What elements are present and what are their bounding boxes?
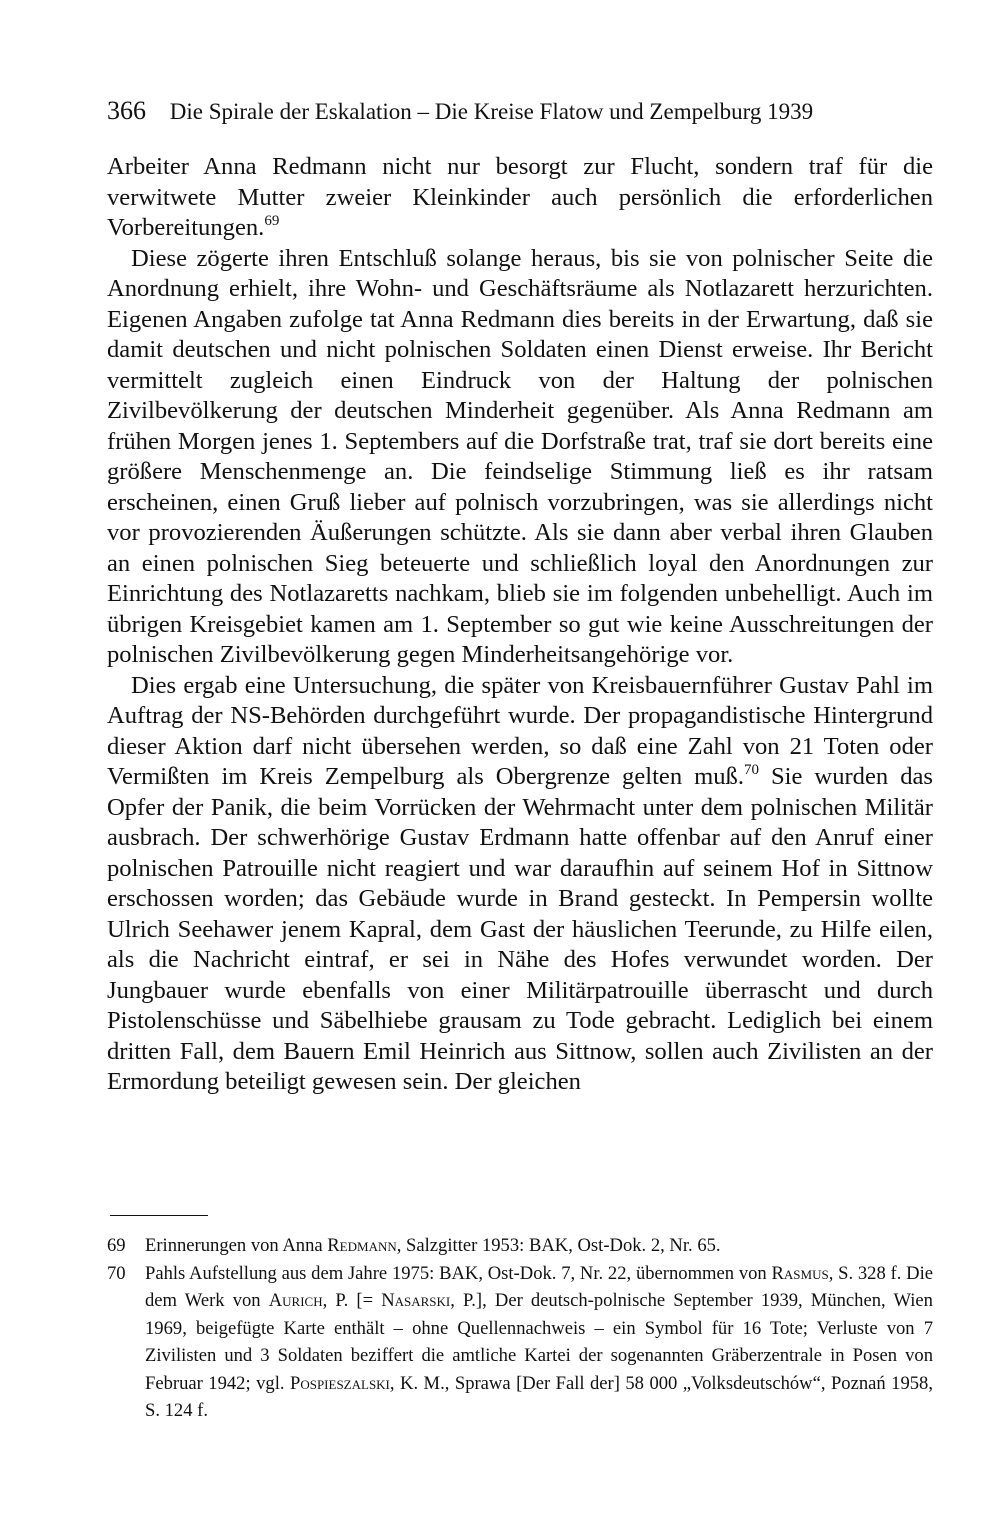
paragraph-1 [107, 152, 933, 244]
paragraph-2 [107, 244, 933, 671]
footnote-text: , Salzgitter 1953: BAK, Ost-Dok. 2, Nr. 65. [396, 1235, 721, 1256]
footnote-author: Rasmus [771, 1262, 829, 1284]
paragraph-3-text-before: Dies ergab eine Untersuchung, die später von Kreisbauernführer Gustav Pahl im Auftrag der NS-Behörden durchgeführt wurde. Der propagandistische Hintergrund dieser Aktion darf nicht übersehen werden, so daß eine Zahl von 21 Toten oder Vermißten im Kreis Zempelburg als Obergrenze gelten muß. [107, 671, 933, 790]
running-header [107, 96, 927, 127]
footnote-text: , K. M., Sprawa [Der Fall der] 58 000 „Volksdeutschów“, Poznań 1958, S. 124 f. [145, 1372, 934, 1421]
footnote-text: Erinnerungen von Anna [145, 1235, 328, 1256]
paragraph-2-text: Diese zögerte ihren Entschluß solange heraus, bis sie von polnischer Seite die Anordnung erhielt, ihre Wohn- und Geschäftsräume als Notlazarett herzurichten. Eigenen Angaben zufolge tat Anna Redmann dies bereits in der Erwartung, daß sie damit deutschen und nicht polnischen Soldaten einen Dienst erweise. Ihr Bericht vermittelt zugleich einen Eindruck von der Haltung der polnischen Zivilbevölkerung der deutschen Minderheit gegenüber. Als Anna Redmann am frühen Morgen jenes 1. Septembers auf die Dorfstraße trat, traf sie dort bereits eine größere Menschenmenge an. Die feindselige Stimmung ließ es ihr ratsam erscheinen, einen Gruß lieber auf polnisch vorzubringen, was sie allerdings nicht vor provozierenden Äußerungen schützte. Als sie dann aber verbal ihren Glauben an einen polnischen Sieg beteuerte und schließlich loyal den Anordnungen zur Einrichtung des Notlazaretts nachkam, blieb sie im folgenden unbehelligt. Auch im übrigen Kreisgebiet kamen am 1. September so gut wie keine Ausschreitungen der polnischen Zivilbevölkerung gegen Minderheitsangehörige vor. [107, 244, 933, 668]
running-title: Die Spirale der Eskalation – Die Kreise Flatow und Zempelburg 1939 [169, 99, 814, 124]
footnote-69 [107, 1232, 933, 1260]
footnote-ref-70: 70 [744, 762, 759, 778]
main-text [107, 152, 933, 1098]
footnote-text: , P. [= [322, 1290, 382, 1311]
footnote-70 [107, 1260, 933, 1425]
footnote-text: , P.], Der deutsch-polnische September 1939, München, Wien 1969, beigefügte Karte enthält – ohne Quellennachweis – ein Symbol für 16 Tote; Verluste von 7 Zivilisten und 3 Soldaten beziffert die amtliche Kartei der sogenannten Gräberzentrale in Posen von Februar 1942; vgl. [145, 1290, 933, 1394]
footnotes [107, 1232, 933, 1425]
page-number: 366 [107, 96, 146, 125]
paragraph-1-text: Arbeiter Anna Redmann nicht nur besorgt zur Flucht, sondern traf für die verwitwete Mutter zweier Kleinkinder auch persönlich die erforderlichen Vorbereitungen. [107, 153, 933, 241]
footnote-author: Redmann [327, 1235, 397, 1256]
footnote-text: , S. 328 f. Die dem Werk von [145, 1262, 934, 1311]
footnote-author: Nasarski [381, 1290, 451, 1311]
footnote-author: Aurich [268, 1290, 323, 1311]
footnote-divider [110, 1215, 208, 1216]
footnote-text: Pahls Aufstellung aus dem Jahre 1975: BAK, Ost-Dok. 7, Nr. 22, übernommen von [145, 1262, 772, 1284]
footnote-author: Pospieszalski [289, 1372, 390, 1394]
paragraph-3-text-after: Sie wurden das Opfer der Panik, die beim Vorrücken der Wehrmacht unter dem polnischen Militär ausbrach. Der schwerhörige Gustav Erdmann hatte offenbar auf den Anruf einer polnischen Patrouille nicht reagiert und war daraufhin auf seinem Hof in Sittnow erschossen worden; das Gebäude wurde in Brand gesteckt. In Pempersin wollte Ulrich Seehawer jenem Kapral, dem Gast der häuslichen Teerunde, zu Hilfe eilen, als die Nachricht eintraf, er sei in Nähe des Hofes verwundet worden. Der Jungbauer wurde ebenfalls von einer Militärpatrouille überrascht und durch Pistolenschüsse und Säbelhiebe grausam zu Tode gebracht. Lediglich bei einem dritten Fall, dem Bauern Emil Heinrich aus Sittnow, sollen auch Zivilisten an der Ermordung beteiligt gewesen sein. Der gleichen [107, 763, 933, 1095]
footnote-number: 70 [107, 1262, 126, 1284]
footnote-number: 69 [107, 1235, 126, 1256]
footnote-ref-69: 69 [264, 213, 280, 229]
paragraph-3 [107, 671, 933, 1098]
